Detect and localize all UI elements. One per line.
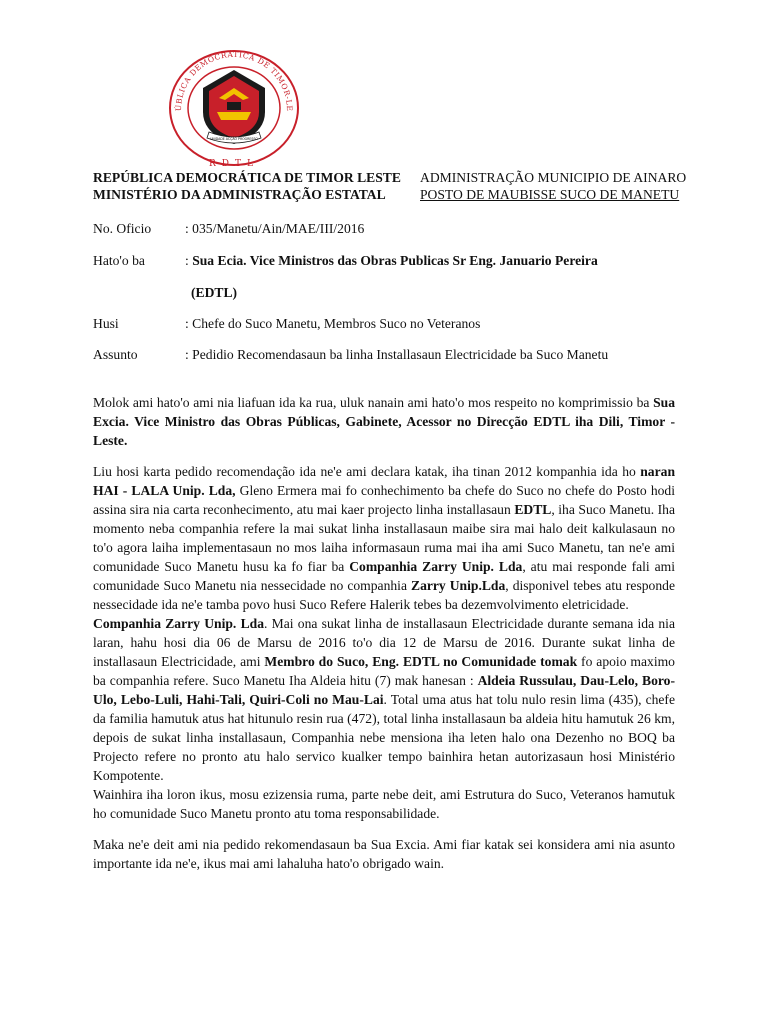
oficio-value: : 035/Manetu/Ain/MAE/III/2016 [185, 221, 365, 236]
header-posto: POSTO DE MAUBISSE SUCO DE MANETU [420, 187, 680, 202]
seal-motto: UNIDADE ACÇÃO PROGRESSO [210, 137, 258, 141]
seal-rdtl: RDTL [209, 159, 259, 169]
paragraph-5: Maka ne'e deit ami nia pedido rekomendasaun ba Sua Excia. Ami fiar katak sei konsidera ami nia asunto importante ida ne'e, ikus mai ami lahaluha hato'o obrigado wain. [93, 837, 675, 871]
p3-c: Membro do Suco, Eng. EDTL no Comunidade tomak [264, 654, 578, 669]
assunto-label: Assunto [93, 347, 138, 362]
husi-value: : Chefe do Suco Manetu, Membros Suco no Veteranos [185, 316, 481, 331]
p2-a: Liu hosi karta pedido recomendação ida ne'e ami declara katak, iha tinan 2012 kompanhia ida ho [93, 464, 641, 479]
p2-b: naran HAI - LALA Unip. Lda, [93, 464, 675, 498]
row-hatoo [93, 253, 598, 269]
seal-ring-text: ÚBLICA DEMOCRÁTICA DE TIMOR-LE [173, 49, 295, 112]
row-husi [93, 316, 480, 332]
p2-c: Gleno Ermera mai fo conhechimento ba chefe do Suco no chefe do Posto hodi assina sira nia carta reconhecimento, atu mai kaer projecto linha installasaun [93, 483, 675, 517]
hatoo-colon: : [185, 253, 193, 268]
header-ministry: MINISTÉRIO DA ADMINISTRAÇÃO ESTATAL [93, 187, 386, 202]
p2-e: , iha Suco Manetu. Iha momento neba companhia refere la mai sukat linha installasaun maibe sira mai halo deit kalkulasaun no to'o agora laiha implementasaun no mos laiha informasaun ruma mai iha ami Suco Manetu, tan ne'e ami comunidade Suco Manetu husu ka fo fiar ba [93, 502, 675, 574]
p3-b: . Mai ona sukat linha de installasaun Electricidade durante semana ida nia laran, hahu hosi dia 06 de Marsu de 2016 to'o dia 12 de Marsu de 2016. Durante sukat linha de installasaun Electricidade, ami [93, 616, 675, 669]
p2-d: EDTL [514, 502, 552, 517]
p1-bold: Sua Excia. Vice Ministro das Obras Públicas, Gabinete, Acessor no Direcção EDTL iha Dili, Timor - Leste. [93, 395, 675, 448]
oficio-label: No. Oficio [93, 221, 152, 236]
paragraph-1 [93, 393, 675, 450]
p2-h: Zarry Unip.Lda [411, 578, 506, 593]
paragraph-4: Wainhira iha loron ikus, mosu ezizensia ruma, parte nebe deit, ami Estrutura do Suco, Veteranos hamutuk ho comunidade Suco Manetu pronto atu toma responsabilidade. [93, 787, 675, 821]
row-assunto [93, 347, 608, 363]
header-left [93, 169, 401, 203]
p3-d: fo apoio maximo ba companhia refere. Suco Manetu Iha Aldeia hitu (7) mak hanesan : [93, 654, 675, 688]
rdtl-seal [161, 48, 307, 170]
p2-g: , atu mai responde fali ami comunidade Suco Manetu nia nessecidade no companhia [93, 559, 676, 593]
header-administration: ADMINISTRAÇÃO MUNICIPIO DE AINARO [420, 170, 687, 185]
rdtl-emblem-icon [161, 48, 307, 170]
hatoo-value: Sua Ecia. Vice Ministros das Obras Publicas Sr Eng. Januario Pereira [192, 253, 598, 268]
p3-a: Companhia Zarry Unip. Lda [93, 616, 264, 631]
p2-i: , disponivel tebes atu responde nessecidade ida ne'e tamba povo husi Suco Refere Halerik tebes ba dezemvolvimento eletricidade. [93, 578, 675, 612]
hatoo-label: Hato'o ba [93, 253, 145, 268]
p1-text: Molok ami hato'o ami nia liafuan ida ka rua, uluk nanain ami hato'o mos respeito no komprimissio ba [93, 395, 654, 410]
hatoo-value-2: (EDTL) [191, 285, 238, 300]
paragraph-2 [93, 462, 675, 614]
row-hatoo-2 [191, 285, 237, 301]
assunto-value: : Pedidio Recomendasaun ba linha Installasaun Electricidade ba Suco Manetu [185, 347, 609, 362]
p2-f: Companhia Zarry Unip. Lda [349, 559, 523, 574]
letter-body [93, 393, 675, 885]
p3-f: . Total uma atus hat tolu nulo resin lima (435), chefe da familia hamutuk atus hat hitunulo resin rua (472), total linha installasaun ba aldeia hitu hamutuk 26 km, depois de sukat linha installasaun, Companhia nebe mensiona iha leten halo ona Dezenho no BOQ ba Projecto refere no pronto atu halo servico kualker tempo bainhira hetan autorizasaun hosi Ministério Kompotente. [93, 692, 675, 783]
header-right [420, 169, 686, 203]
row-oficio [93, 221, 364, 237]
p3-e: Aldeia Russulau, Dau-Lelo, Boro-Ulo, Lebo-Luli, Hahi-Tali, Quiri-Coli no Mau-Lai [93, 673, 675, 707]
header-republic: REPÚBLICA DEMOCRÁTICA DE TIMOR LESTE [93, 170, 401, 185]
husi-label: Husi [93, 316, 119, 331]
paragraph-3 [93, 614, 675, 785]
